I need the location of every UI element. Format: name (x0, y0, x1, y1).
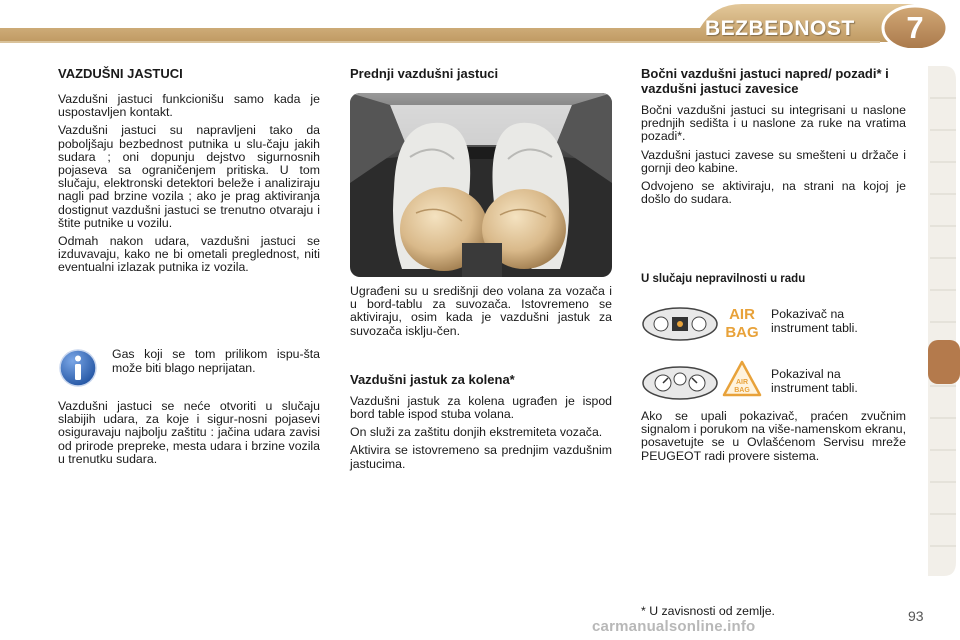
footnote: * U zavisnosti od zemlje. (641, 604, 775, 618)
airbag-lamp-text: AIR (729, 306, 755, 323)
info-note: Gas koji se tom prilikom ispu-šta može biti blago neprijatan. (112, 347, 320, 375)
page-header-title: BEZBEDNOST (705, 17, 855, 40)
paragraph: Vazdušni jastuk za kolena ugrađen je ispod bord table ispod stuba volana. (350, 393, 612, 422)
page-number: 93 (908, 608, 924, 624)
section-heading-airbags: VAZDUŠNI JASTUCI (58, 66, 183, 81)
airbag-triangle-icon (722, 360, 762, 398)
airbag-warning-icon (722, 302, 762, 342)
paragraph: Ugrađeni su u središnji deo volana za vozača i u bord-tablu za suvozača. Istovremeno se aktiviraju, osim kada je vazdušni jastuk za suvozača isklju-čen. (350, 284, 612, 338)
instrument-cluster-icon (641, 306, 719, 342)
indicator-label: Pokazival na instrument tabli. (771, 367, 858, 395)
airbag-lamp-text: BAG (725, 324, 759, 341)
column-right (641, 66, 906, 211)
indicator-label: Pokazivač na instrument tabli. (771, 307, 858, 335)
info-icon (58, 348, 98, 388)
instrument-cluster-icon (641, 365, 719, 401)
chapter-tab-strip[interactable] (928, 66, 960, 576)
malfunction-heading: U slučaju nepravilnosti u radu (641, 273, 806, 285)
paragraph: Vazdušni jastuci funkcionišu samo kada je uspostavljen kontakt. (58, 92, 320, 120)
section-heading-front-airbags: Prednji vazdušni jastuci (350, 66, 499, 81)
column-left-lower (58, 400, 320, 471)
watermark: carmanualsonline.info (592, 618, 756, 635)
paragraph: Odmah nakon udara, vazdušni jastuci se izduvavaju, kako ne bi ometali preglednost, niti eventualni izlazak putnika iz vozila. (58, 234, 320, 275)
paragraph: Bočni vazdušni jastuci su integrisani u naslone prednjih sedišta i u naslone za ruke na vratima pozadi*. (641, 103, 906, 144)
airbag-lamp-text: AIR (735, 379, 749, 386)
section-heading-side-airbags: Bočni vazdušni jastuci napred/ pozadi* i vazdušni jastuci zavesice (641, 66, 889, 96)
column-middle (350, 66, 612, 81)
airbag-lamp-text: BAG (734, 387, 750, 394)
paragraph: Aktivira se istovremeno sa prednjim vazdušnim jastucima. (350, 443, 612, 471)
column-left (58, 66, 320, 280)
active-chapter-tab[interactable] (928, 340, 960, 384)
section-heading-knee-airbag: Vazdušni jastuk za kolena* (350, 371, 515, 387)
paragraph: Vazdušni jastuci zavese su smešteni u držače i gornji deo kabine. (641, 147, 906, 175)
paragraph: On služi za zaštitu donjih ekstremiteta vozača. (350, 425, 603, 440)
paragraph: Vazdušni jastuci su napravljeni tako da poboljšaju bezbednost putnika u slu-čaju jakih sudara ; oni dopunju dejstvo sigurnosnih pojaseva sa ograničenjem pritiska. U tom slučaju, elektronski detektori beleže i analiziraju nagli pad brzine vozila ; ako je prag aktiviranja dostignut vazdušni jastuci se trenutno otvaraju i štite putnike u vozilu. (58, 123, 320, 230)
paragraph: Ako se upali pokazivač, praćen zvučnim signalom i porukom na više-namenskom ekranu, posavetujte se u Ovlašćenom Servisu mreže PEUGEOT radi provere sistema. (641, 409, 906, 463)
column-middle-text (350, 285, 612, 476)
airbag-deployment-photo (350, 93, 612, 277)
column-right-lower (641, 410, 906, 468)
paragraph: Vazdušni jastuci se neće otvoriti u slučaju slabijih udara, za koje i sigur-nosni pojasevi osiguravaju najbolju zaštitu : jačina udara zavisi od prirode prepreke, mesta udara i brzine vozila u trenutku sudara. (58, 399, 320, 466)
chapter-number: 7 (906, 10, 924, 45)
paragraph: Odvojeno se aktiviraju, na strani na kojoj je došlo do sudara. (641, 179, 906, 207)
